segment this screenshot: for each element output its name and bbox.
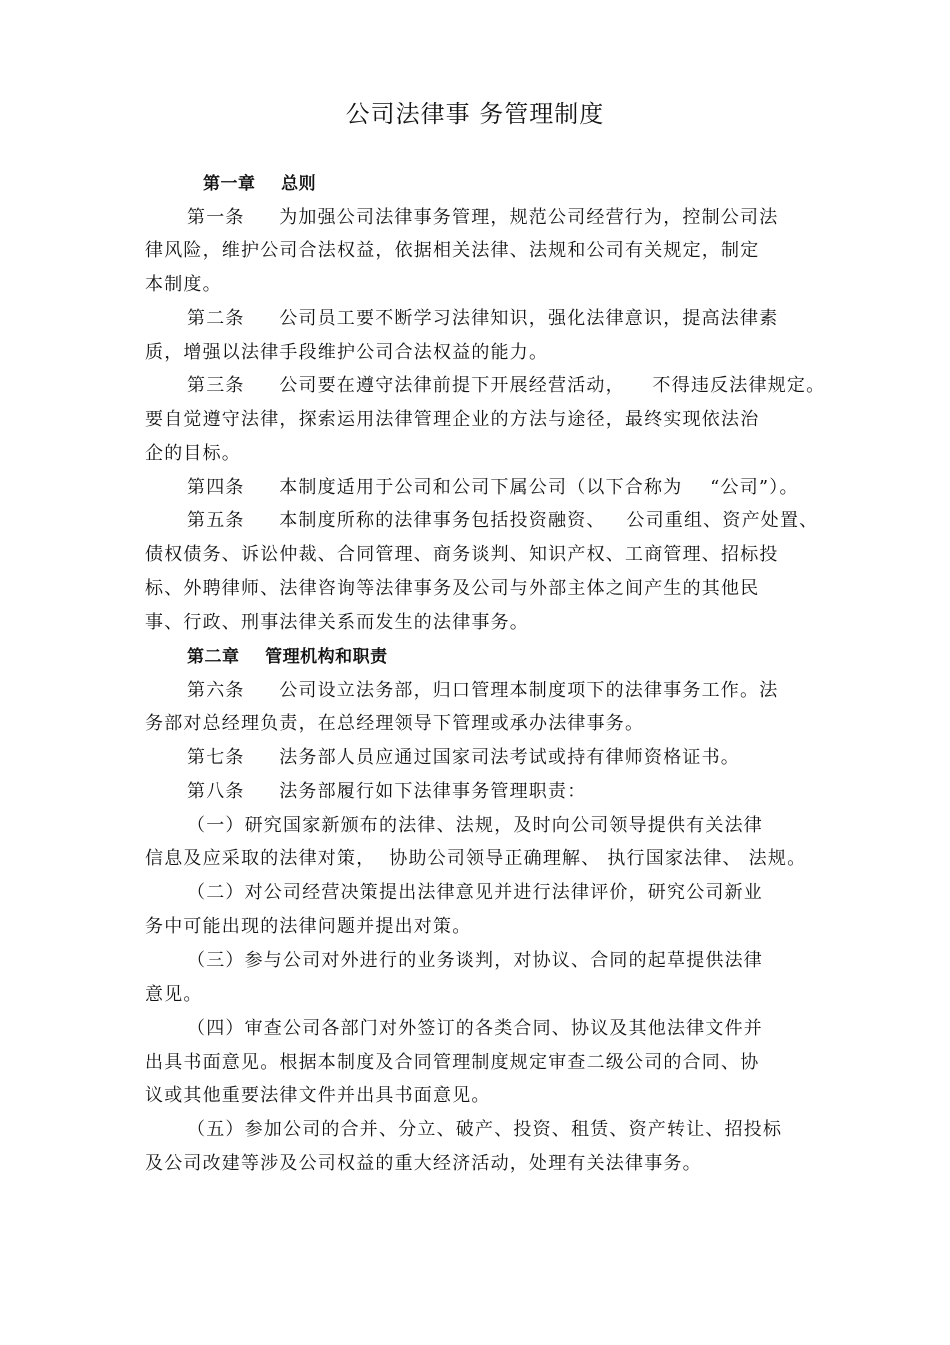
article-line: 第五条 本制度所称的法律事务包括投资融资、 公司重组、资产处置、 xyxy=(187,510,819,531)
article-line: （五）参加公司的合并、分立、破产、投资、租赁、资产转让、招投标 xyxy=(187,1119,783,1140)
article-line: 事、行政、刑事法律关系而发生的法律事务。 xyxy=(145,612,529,633)
article-line: 律风险，维护公司合法权益，依据相关法律、法规和公司有关规定，制定 xyxy=(145,240,760,261)
article-line: 第一条 为加强公司法律事务管理，规范公司经营行为，控制公司法 xyxy=(187,207,779,228)
article-line: 意见。 xyxy=(145,984,203,1005)
article-line: 本制度。 xyxy=(145,274,222,295)
article-line: 及公司改建等涉及公司权益的重大经济活动，处理有关法律事务。 xyxy=(145,1153,702,1174)
article-line: 标、外聘律师、法律咨询等法律事务及公司与外部主体之间产生的其他民 xyxy=(145,578,760,599)
article-line: 质，增强以法律手段维护公司合法权益的能力。 xyxy=(145,342,549,363)
article-line: 信息及应采取的法律对策， 协助公司领导正确理解、 执行国家法律、 法规。 xyxy=(145,848,807,869)
article-line: （三）参与公司对外进行的业务谈判，对协议、合同的起草提供法律 xyxy=(187,950,763,971)
article-line: 第八条 法务部履行如下法律事务管理职责： xyxy=(187,781,587,802)
article-line: 要自觉遵守法律，探索运用法律管理企业的方法与途径，最终实现依法治 xyxy=(145,409,760,430)
article-line: （一）研究国家新颁布的法律、法规，及时向公司领导提供有关法律 xyxy=(187,815,763,836)
chapter-heading-2: 第二章 管理机构和职责 xyxy=(187,647,388,667)
article-line: 务部对总经理负责，在总经理领导下管理或承办法律事务。 xyxy=(145,713,645,734)
article-line: 企的目标。 xyxy=(145,443,241,464)
article-line: （二）对公司经营决策提出法律意见并进行法律评价，研究公司新业 xyxy=(187,882,763,903)
article-line: 第三条 公司要在遵守法律前提下开展经营活动， 不得违反法律规定。 xyxy=(187,375,826,396)
article-line: 第六条 公司设立法务部，归口管理本制度项下的法律事务工作。法 xyxy=(187,680,779,701)
chapter-heading-1: 第一章 总则 xyxy=(203,174,317,194)
article-line: 第四条 本制度适用于公司和公司下属公司（以下合称为 “公司”）。 xyxy=(187,477,799,498)
article-line: 出具书面意见。根据本制度及合同管理制度规定审查二级公司的合同、协 xyxy=(145,1052,760,1073)
article-line: 务中可能出现的法律问题并提出对策。 xyxy=(145,916,472,937)
article-line: 第七条 法务部人员应通过国家司法考试或持有律师资格证书。 xyxy=(187,747,741,768)
article-line: 第二条 公司员工要不断学习法律知识，强化法律意识，提高法律素 xyxy=(187,308,779,329)
document-title: 公司法律事 务管理制度 xyxy=(345,100,605,128)
article-line: （四）审查公司各部门对外签订的各类合同、协议及其他法律文件并 xyxy=(187,1018,763,1039)
article-line: 议或其他重要法律文件并出具书面意见。 xyxy=(145,1085,491,1106)
article-line: 债权债务、诉讼仲裁、合同管理、商务谈判、知识产权、工商管理、招标投 xyxy=(145,544,779,565)
